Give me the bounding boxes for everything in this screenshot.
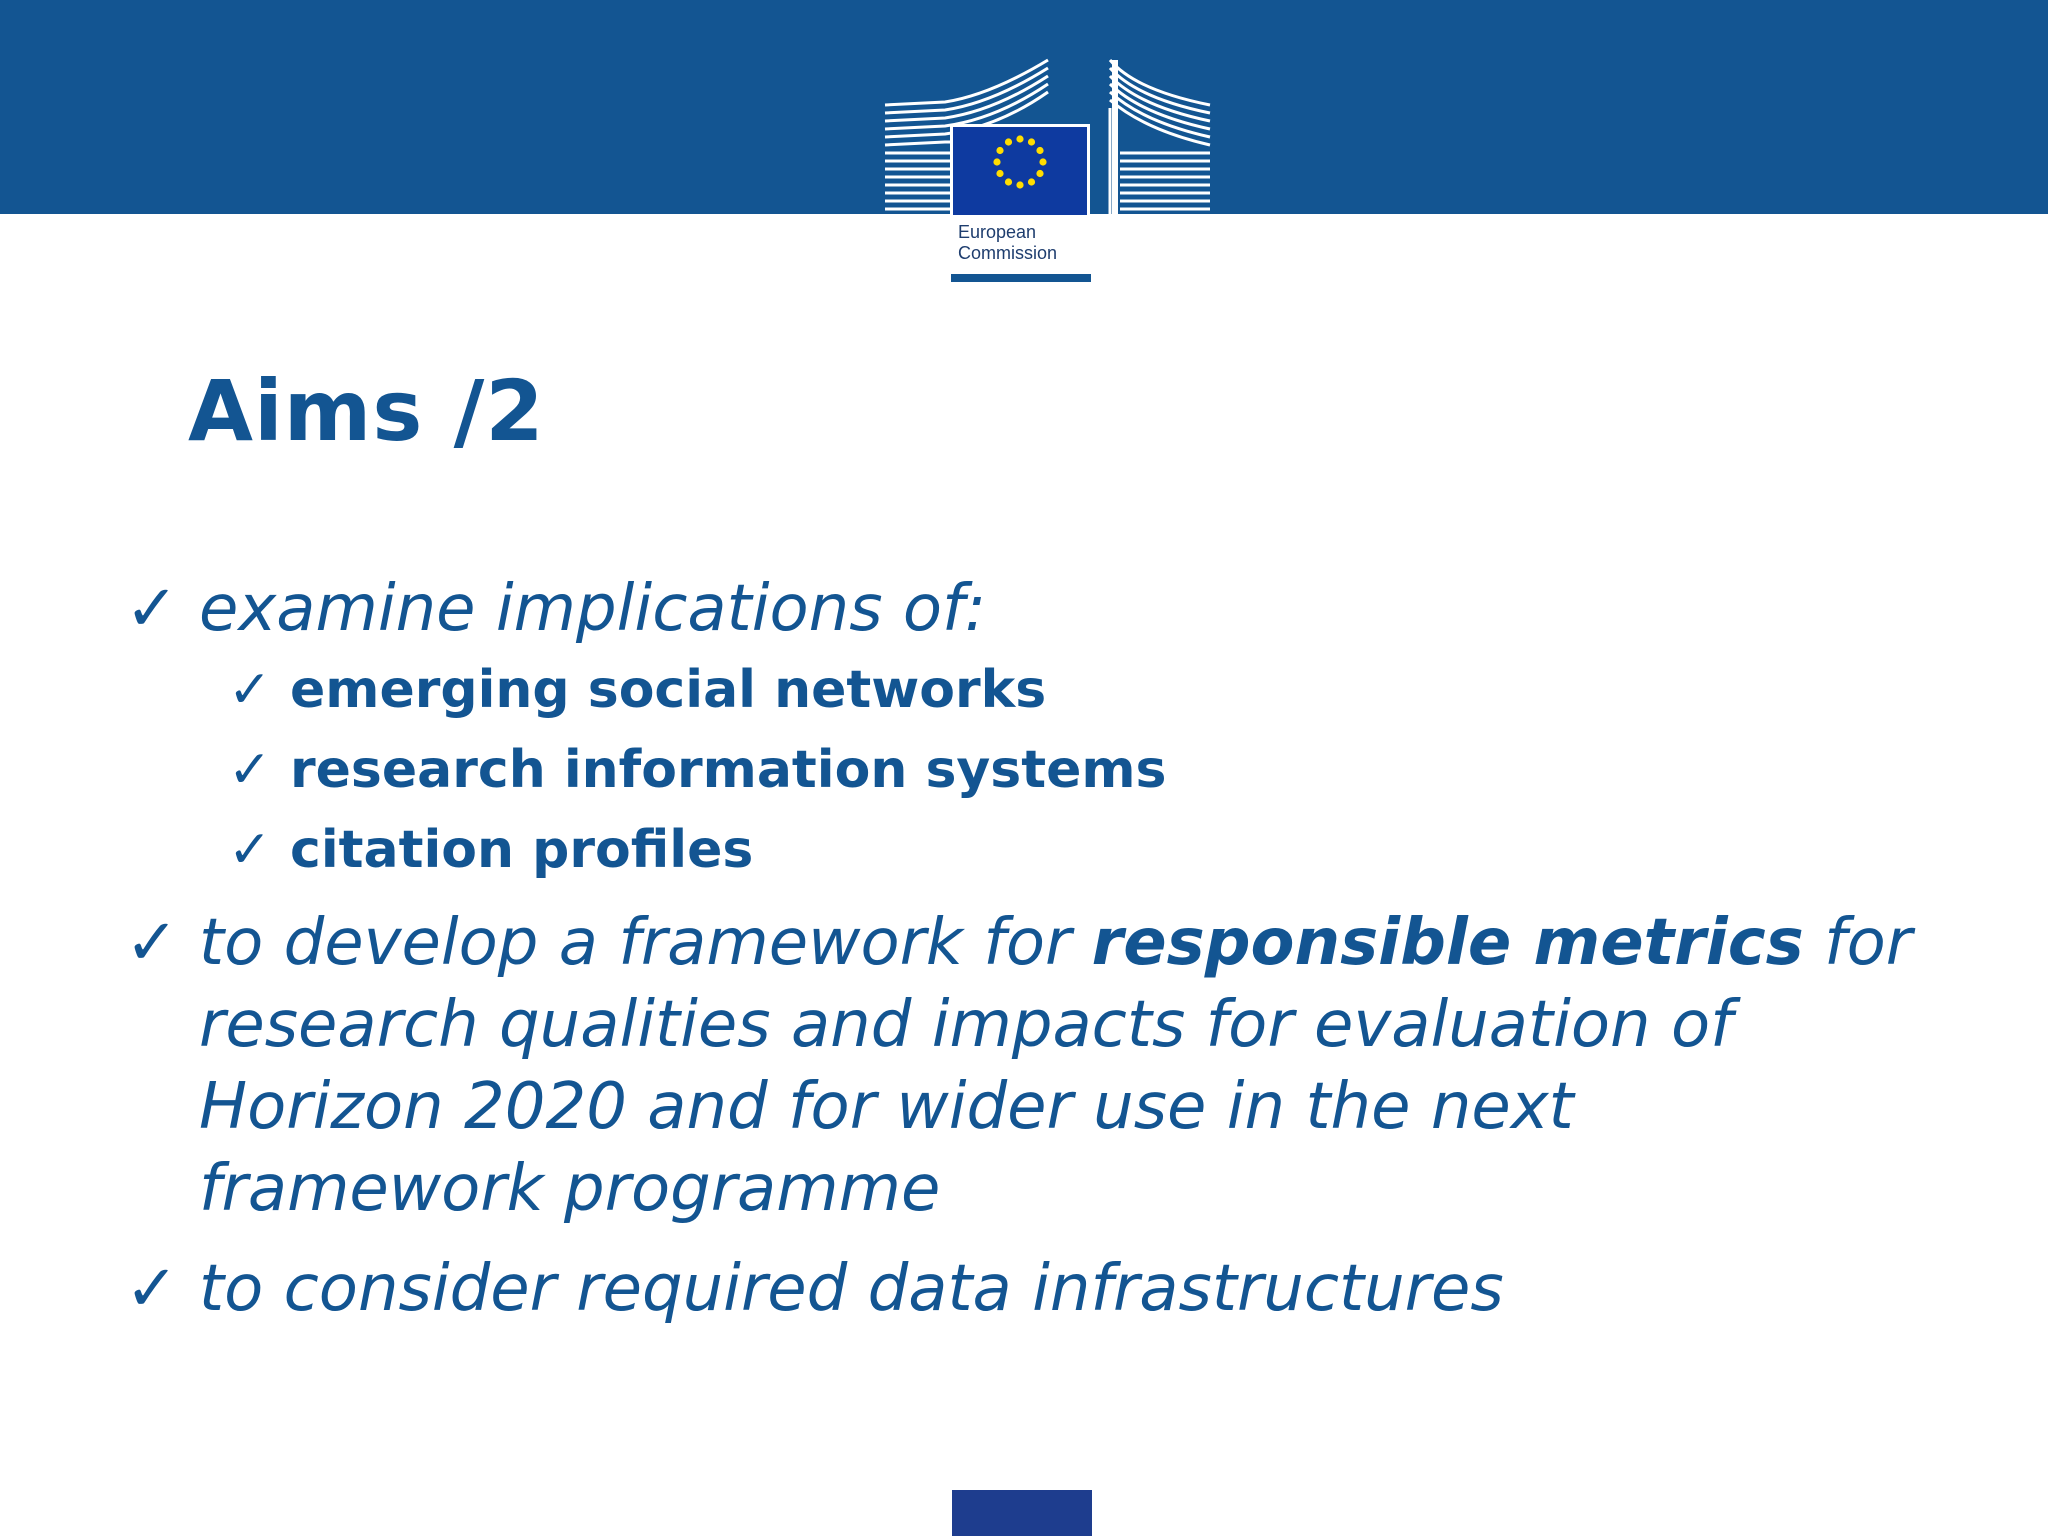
checkmark-icon: ✓ — [125, 1252, 179, 1326]
slide-title: Aims /2 — [188, 362, 545, 460]
sub-bullet-research-information-systems — [125, 730, 1985, 810]
bullet-emphasis-responsible-metrics: responsible metrics — [1091, 906, 1804, 980]
bullet-text: to consider required data infrastructures — [199, 1252, 1504, 1326]
checkmark-icon: ✓ — [125, 572, 179, 646]
logo-line-1: European — [958, 222, 1037, 242]
logo-wordmark — [958, 222, 1108, 264]
sub-bullet-text: emerging social networks — [290, 660, 1047, 720]
bullet-examine-implications — [125, 568, 1985, 650]
bullet-text: examine implications of: — [199, 572, 987, 646]
bullet-text-before: to develop a framework for — [199, 906, 1092, 980]
bullet-list — [125, 568, 1985, 1330]
checkmark-icon: ✓ — [228, 820, 272, 880]
bullet-text-after: for research qualities and impacts for evaluation of Horizon 2020 and for wider use in the next framework programme — [199, 906, 1913, 1226]
logo-underline — [951, 274, 1091, 282]
sub-bullet-text: research information systems — [290, 740, 1167, 800]
bullet-data-infrastructures — [125, 1248, 1985, 1330]
checkmark-icon: ✓ — [125, 906, 179, 980]
bullet-text — [199, 902, 1919, 1230]
logo-line-2: Commission — [958, 243, 1058, 263]
checkmark-icon: ✓ — [228, 660, 272, 720]
sub-bullet-social-networks — [125, 650, 1985, 730]
sub-bullet-text: citation profiles — [290, 820, 754, 880]
bullet-develop-framework — [125, 902, 1985, 1230]
checkmark-icon: ✓ — [228, 740, 272, 800]
footer-flag-tab — [952, 1490, 1092, 1536]
sub-bullet-citation-profiles — [125, 810, 1985, 890]
